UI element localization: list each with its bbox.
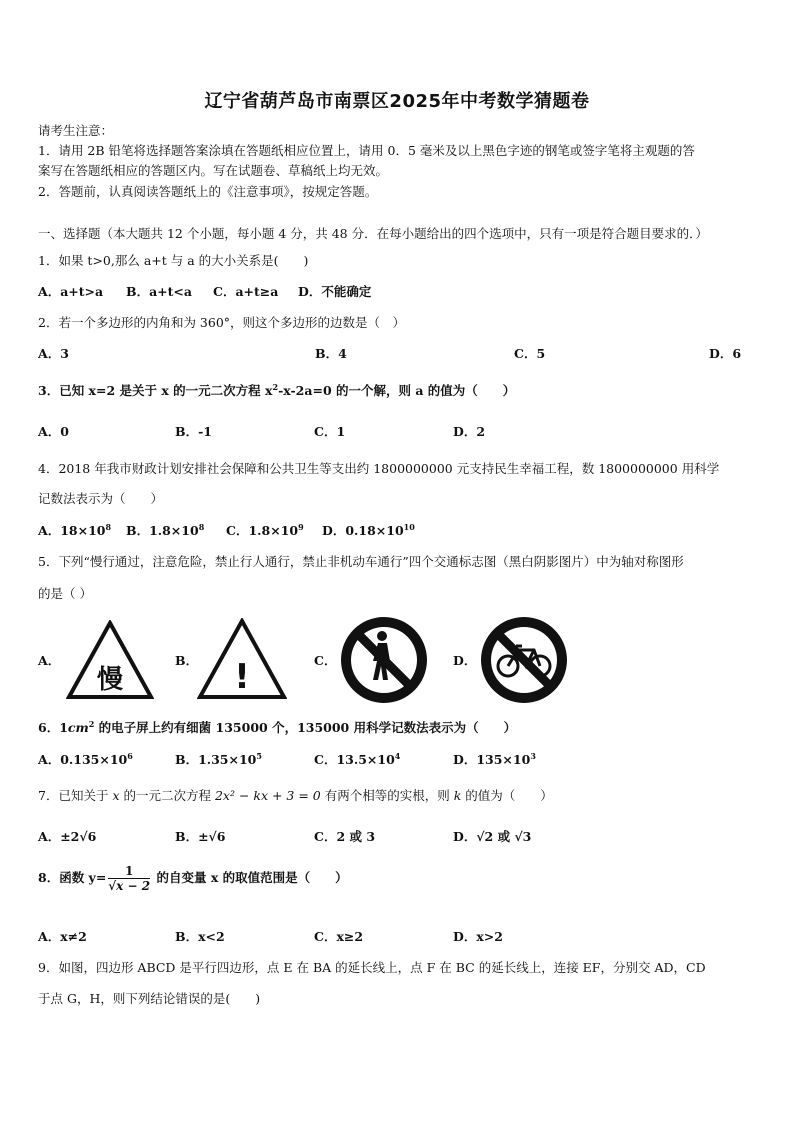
- q5-option-d-label: D．: [453, 653, 477, 668]
- q2-option-c: C．5: [514, 346, 546, 361]
- q1-option-d: D．不能确定: [298, 284, 372, 299]
- q9-stem-b: 于点 G，H，则下列结论错误的是( ): [38, 991, 261, 1006]
- q4-option-b: B．$1.8\times 10^8$: [126, 522, 205, 538]
- q3-stem-sup: 2: [272, 382, 279, 392]
- warning-sign-text: !: [234, 657, 250, 697]
- q4-option-c: C．$1.8\times 10^9$: [226, 522, 304, 538]
- page-title: 辽宁省葫芦岛市南票区2025年中考数学猜题卷: [204, 91, 590, 112]
- q1-stem: 1．如果 t>0,那么 a+t 与 a 的大小关系是( ): [38, 253, 309, 268]
- q7-option-b: B．±√6: [175, 829, 226, 844]
- q5-stem-b: 的是（ ）: [38, 586, 92, 601]
- section-1-header: 一、选择题（本大题共 12 个小题，每小题 4 分，共 48 分．在每小题给出的四个选项中，只有一项是符合题目要求的．）: [38, 226, 708, 241]
- q3-option-c: C．1: [314, 424, 346, 439]
- q6-option-a: A．$0.135\times 10^6$: [38, 751, 133, 767]
- q6-stem: 6．$1cm^2$ 的电子屏上约有细菌 135000 个，135000 用科学记数法表示为（ ）: [38, 719, 517, 735]
- notice-2: 2．答题前，认真阅读答题纸上的《注意事项》，按规定答题。: [38, 184, 378, 199]
- q3-option-d: D．2: [453, 424, 486, 439]
- q3-stem: [38, 381, 515, 399]
- q1-option-a: A．a+t>a: [38, 284, 104, 299]
- q6-option-d: D．$135\times 10^3$: [453, 751, 536, 767]
- q2-option-b: B．4: [315, 346, 347, 361]
- q5-option-c-label: C．: [314, 653, 337, 668]
- q7-stem: 7．已知关于 x 的一元二次方程 2x² − kx + 3 = 0 有两个相等的实根，则 k 的值为（ ）: [38, 788, 553, 803]
- q4-stem-b: 记数法表示为（ ）: [38, 491, 164, 506]
- q8-option-c: C．x≥2: [314, 929, 364, 944]
- q2-option-a: A．3: [38, 346, 69, 361]
- q7-option-d: D．√2 或 √3: [453, 829, 532, 844]
- no-bicycle-sign-icon: [478, 614, 570, 709]
- q4-option-d: D．$0.18\times 10^{10}$: [322, 522, 415, 538]
- q4-stem-a: 4．2018 年我市财政计划安排社会保障和公共卫生等支出约 1800000000 元支持民生幸福工程，数 1800000000 用科学: [38, 461, 720, 476]
- warning-sign-icon: [197, 618, 287, 703]
- slow-sign-icon: [66, 620, 154, 703]
- q8-option-d: D．x>2: [453, 929, 503, 944]
- q6-option-c: C．$13.5\times 10^4$: [314, 751, 401, 767]
- q7-equation: 2x² − kx + 3 = 0: [214, 788, 321, 803]
- no-pedestrian-sign-icon: [338, 614, 430, 709]
- q7-option-a: A．±2√6: [38, 829, 97, 844]
- q2-option-d: D．6: [709, 346, 742, 361]
- q7-option-c: C．2 或 3: [314, 829, 376, 844]
- q3-stem-post: -x-2a=0 的一个解，则 a 的值为（ ）: [278, 383, 516, 398]
- q9-stem-a: 9．如图，四边形 ABCD 是平行四边形，点 E 在 BA 的延长线上，点 F 在 BC 的延长线上，连接 EF，分别交 AD，CD: [38, 960, 706, 975]
- q6-option-b: B．$1.35\times 10^5$: [175, 751, 262, 767]
- q5-stem-a: 5．下列“慢行通过，注意危险，禁止行人通行，禁止非机动车通行”四个交通标志图（黑白阴影图片）中为轴对称图形: [38, 554, 684, 569]
- q8-fraction: $\frac{1}{√x - 2}$: [108, 864, 151, 893]
- q3-option-a: A．0: [38, 424, 69, 439]
- q2-stem: 2．若一个多边形的内角和为 360°，则这个多边形的边数是（ ）: [38, 315, 406, 330]
- q1-option-b: B．a+t<a: [126, 284, 192, 299]
- q5-option-a-label: A．: [38, 653, 61, 668]
- notice-1b: 案写在答题纸相应的答题区内。写在试题卷、草稿纸上均无效。: [38, 163, 389, 178]
- q1-option-c: C．a+t≥a: [213, 284, 279, 299]
- q5-option-b-label: B．: [175, 653, 199, 668]
- q8-option-b: B．x<2: [175, 929, 225, 944]
- q8-option-a: A．x≠2: [38, 929, 87, 944]
- notice-1a: 1．请用 2B 铅笔将选择题答案涂填在答题纸相应位置上，请用 0．5 毫米及以上黑色字迹的钢笔或签字笔将主观题的答: [38, 143, 695, 158]
- q3-stem-pre: 3．已知 x=2 是关于 x 的一元二次方程 x: [38, 383, 273, 398]
- notice-header: 请考生注意：: [38, 123, 114, 138]
- slow-sign-text: 慢: [96, 665, 124, 695]
- q3-option-b: B．-1: [175, 424, 212, 439]
- q4-option-a: A．$18\times 10^8$: [38, 522, 112, 538]
- q8-stem: 8．函数 y= $\frac{1}{√x - 2}$ 的自变量 x 的取值范围是（ ）: [38, 864, 348, 893]
